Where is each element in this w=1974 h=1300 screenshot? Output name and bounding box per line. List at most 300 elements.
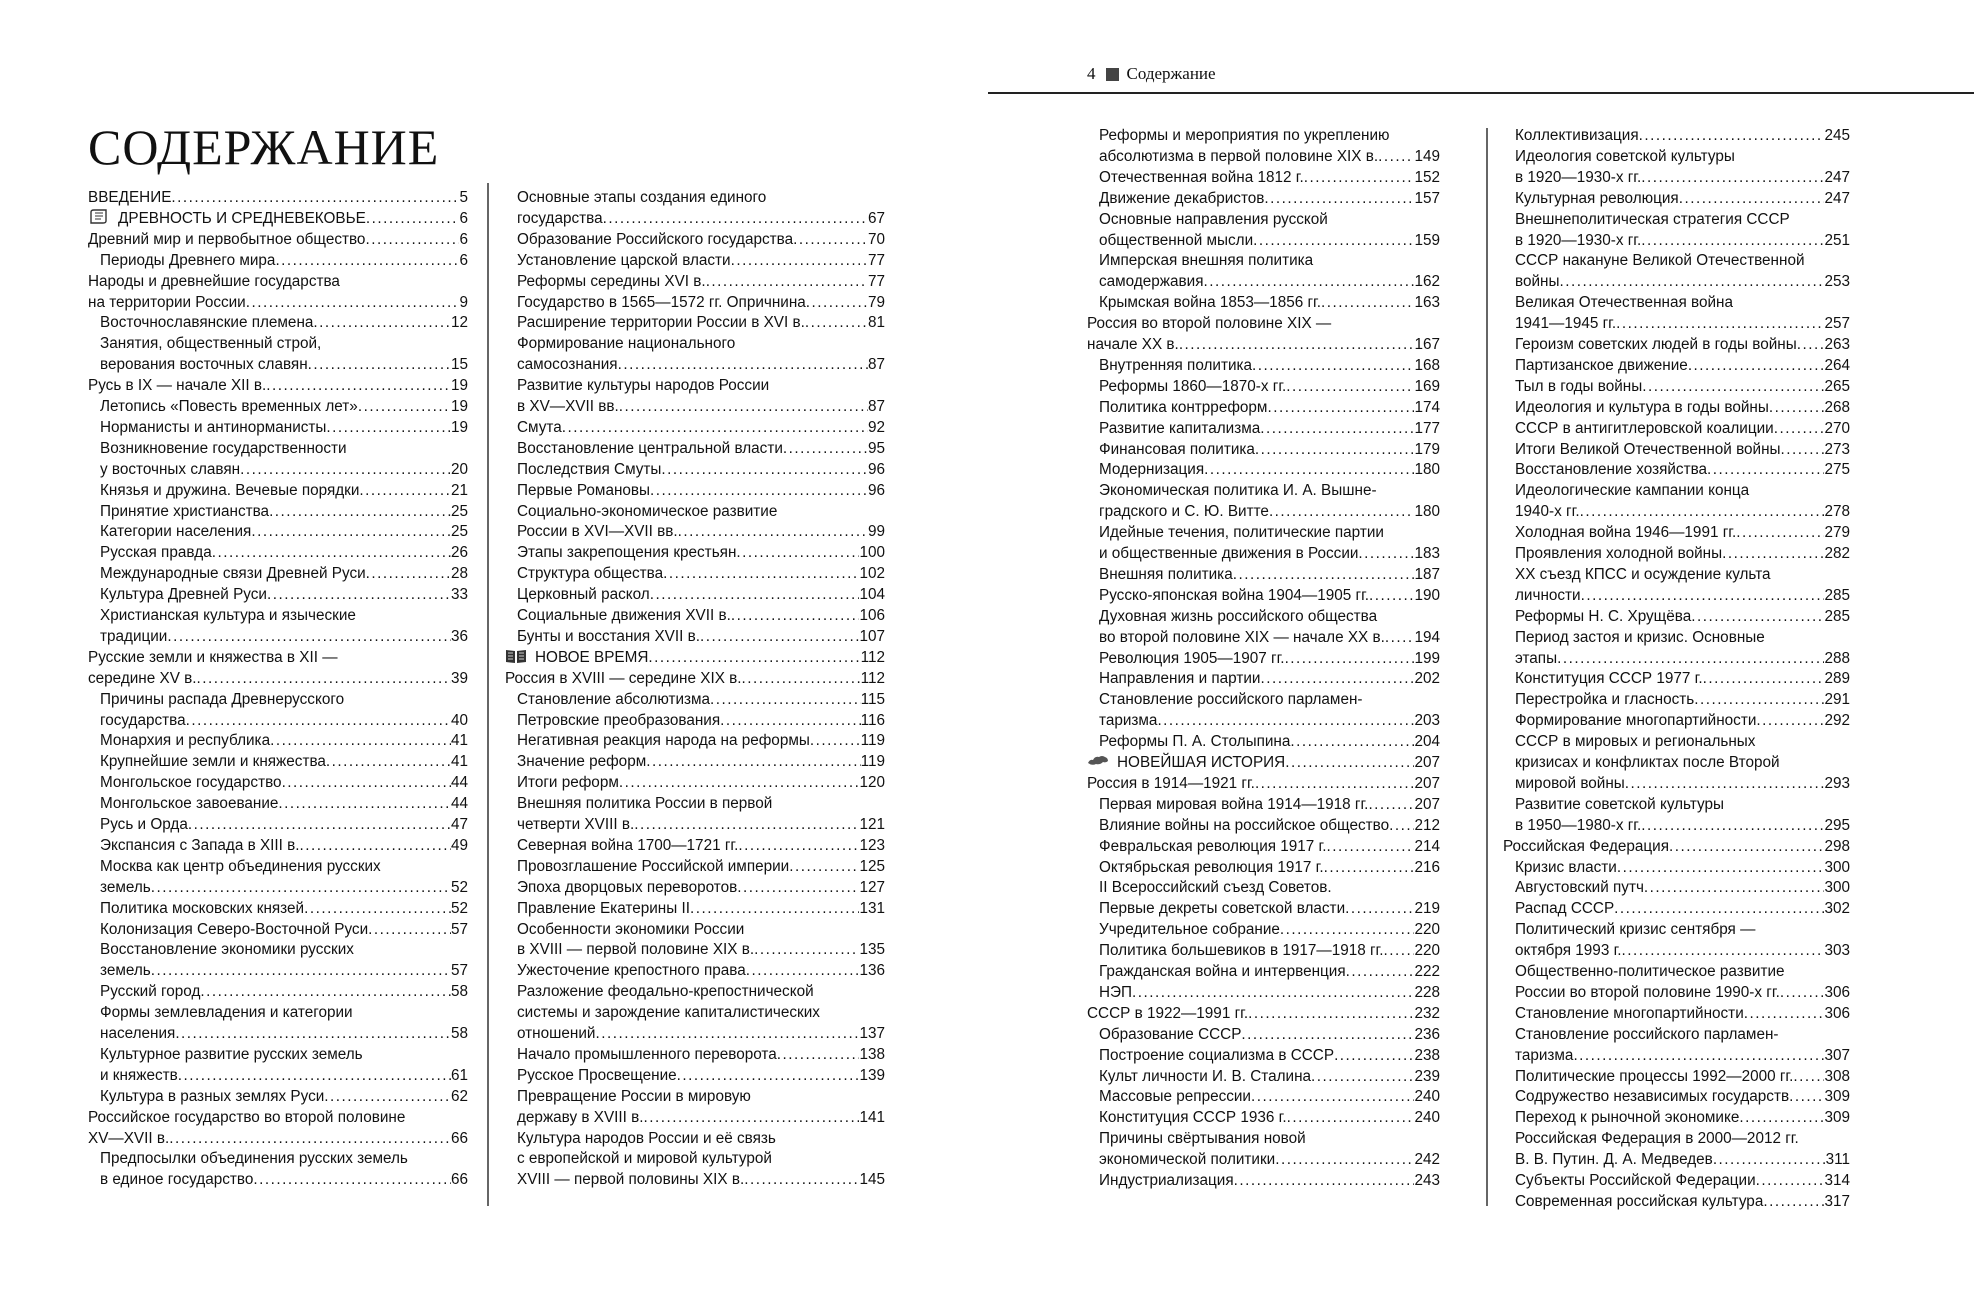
toc-entry[interactable] xyxy=(517,293,885,313)
toc-entry-title: на территории России xyxy=(88,293,246,311)
toc-entry[interactable] xyxy=(1099,356,1440,376)
toc-page-number: 41 xyxy=(450,753,468,771)
toc-entry[interactable] xyxy=(1515,460,1850,480)
toc-entry[interactable] xyxy=(517,1024,885,1044)
toc-entry-title: Норманисты и антинорманисты xyxy=(100,418,327,436)
dot-leader xyxy=(1617,858,1825,878)
toc-entry[interactable] xyxy=(1099,858,1440,878)
dot-leader xyxy=(706,272,868,292)
toc-entry-text: Возникновение государственности xyxy=(100,439,347,457)
toc-entry-title: Августовский путч xyxy=(1515,879,1644,897)
toc-entry-title: Внутренняя политика xyxy=(1099,356,1253,374)
toc-entry[interactable] xyxy=(1099,628,1440,648)
toc-entry[interactable] xyxy=(517,961,885,981)
toc-entry[interactable] xyxy=(1515,544,1850,564)
toc-entry[interactable] xyxy=(505,648,885,668)
toc-entry[interactable] xyxy=(1099,1150,1440,1170)
toc-entry-text: Причины распада Древнерусского xyxy=(100,690,345,708)
toc-entry[interactable] xyxy=(1515,523,1850,543)
toc-entry[interactable] xyxy=(1515,335,1850,355)
toc-entry[interactable] xyxy=(1515,502,1850,522)
toc-entry[interactable] xyxy=(517,857,885,877)
toc-entry[interactable] xyxy=(1099,398,1440,418)
toc-entry-title: земель xyxy=(100,962,151,980)
toc-entry[interactable] xyxy=(100,460,468,480)
toc-entry-title: Политика контрреформ xyxy=(1099,398,1268,416)
toc-entry-text: Период застоя и кризис. Основные xyxy=(1515,628,1765,646)
toc-entry[interactable] xyxy=(517,355,885,375)
dot-leader xyxy=(253,1170,451,1190)
toc-entry[interactable] xyxy=(517,1108,885,1128)
toc-entry[interactable] xyxy=(1099,440,1440,460)
toc-entry-title: НОВОЕ ВРЕМЯ xyxy=(535,648,649,666)
toc-entry-title: Периоды Древнего мира xyxy=(100,251,276,269)
toc-page-number: 300 xyxy=(1824,858,1850,876)
toc-entry[interactable] xyxy=(517,313,885,333)
toc-page-number: 81 xyxy=(867,314,885,332)
toc-entry[interactable] xyxy=(1515,816,1850,836)
dot-leader xyxy=(1324,858,1415,878)
toc-entry[interactable] xyxy=(1099,837,1440,857)
toc-entry[interactable] xyxy=(517,209,885,229)
dot-leader xyxy=(1385,628,1415,648)
toc-entry-title: Крымская война 1853—1856 гг. xyxy=(1099,294,1322,312)
toc-page-number: 96 xyxy=(867,481,885,499)
toc-entry[interactable] xyxy=(1515,440,1850,460)
toc-entry-text: Предпосылки объединения русских земель xyxy=(100,1150,408,1168)
toc-entry-title: Образование Российского государства xyxy=(517,230,794,248)
dot-leader xyxy=(736,543,859,563)
toc-page-number: 145 xyxy=(859,1171,885,1189)
toc-entry[interactable] xyxy=(1515,774,1850,794)
toc-entry[interactable] xyxy=(517,564,885,584)
dot-leader xyxy=(1255,774,1415,794)
toc-entry[interactable] xyxy=(1099,899,1440,919)
toc-entry-text: Внешняя политика России в первой xyxy=(517,795,773,813)
dot-leader xyxy=(1581,586,1825,606)
toc-entry[interactable] xyxy=(88,669,468,689)
toc-entry[interactable] xyxy=(1503,837,1850,857)
toc-entry[interactable] xyxy=(517,940,885,960)
toc-entry[interactable] xyxy=(1515,941,1850,961)
toc-entry-text: Формирование национального xyxy=(517,335,736,353)
toc-entry[interactable] xyxy=(1099,711,1440,731)
toc-page-number: 28 xyxy=(450,565,468,583)
dot-leader xyxy=(1614,899,1824,919)
dot-leader xyxy=(1345,899,1414,919)
toc-entry[interactable] xyxy=(1515,189,1850,209)
toc-entry[interactable] xyxy=(88,230,468,250)
toc-entry-title: во второй половине XIX — начале XX в. xyxy=(1099,628,1385,646)
toc-entry-text: XX съезд КПСС и осуждение культа xyxy=(1515,565,1771,583)
toc-entry[interactable] xyxy=(1515,607,1850,627)
toc-entry[interactable] xyxy=(1515,1087,1850,1107)
toc-entry-title: Формирование многопартийности xyxy=(1515,712,1757,730)
dot-leader xyxy=(789,857,859,877)
toc-page-number: 309 xyxy=(1824,1088,1850,1106)
toc-entry[interactable] xyxy=(517,251,885,271)
toc-entry[interactable] xyxy=(1099,1171,1440,1191)
toc-page-number: 62 xyxy=(450,1087,468,1105)
toc-page-number: 112 xyxy=(860,669,885,687)
toc-entry[interactable] xyxy=(100,543,468,563)
toc-entry[interactable] xyxy=(88,293,468,313)
toc-entry[interactable] xyxy=(100,627,468,647)
toc-entry[interactable] xyxy=(100,982,468,1002)
toc-entry[interactable] xyxy=(88,188,468,208)
toc-entry[interactable] xyxy=(88,209,468,229)
toc-entry-title: Политические процессы 1992—2000 гг. xyxy=(1515,1067,1794,1085)
dot-leader xyxy=(793,230,868,250)
toc-entry[interactable] xyxy=(1099,502,1440,522)
toc-entry[interactable] xyxy=(1099,732,1440,752)
dot-leader xyxy=(1287,1108,1415,1128)
toc-entry[interactable] xyxy=(1099,962,1440,982)
toc-entry[interactable] xyxy=(505,669,885,689)
toc-entry[interactable] xyxy=(1087,1004,1440,1024)
toc-entry[interactable] xyxy=(517,585,885,605)
dot-leader xyxy=(1774,419,1825,439)
toc-entry[interactable] xyxy=(100,711,468,731)
toc-entry[interactable] xyxy=(517,899,885,919)
toc-entry[interactable] xyxy=(1099,816,1440,836)
toc-entry[interactable] xyxy=(100,815,468,835)
toc-entry[interactable] xyxy=(1099,669,1440,689)
square-marker-icon xyxy=(1106,68,1119,81)
toc-page-number: 149 xyxy=(1414,147,1440,165)
toc-entry-text: Общественно-политическое развитие xyxy=(1515,963,1785,980)
toc-page-number: 311 xyxy=(1825,1151,1850,1169)
toc-entry-title: Реформы 1860—1870-х гг. xyxy=(1099,377,1287,395)
toc-entry[interactable] xyxy=(1515,398,1850,418)
dot-leader xyxy=(1679,189,1825,209)
toc-entry[interactable] xyxy=(100,773,468,793)
toc-entry[interactable] xyxy=(1099,419,1440,439)
toc-entry[interactable] xyxy=(1099,1108,1440,1128)
toc-entry-title: СССР в 1922—1991 гг. xyxy=(1087,1004,1249,1022)
toc-entry[interactable] xyxy=(1515,1108,1850,1128)
toc-entry[interactable] xyxy=(1515,669,1850,689)
toc-entry-title: НЭП xyxy=(1099,983,1133,1001)
toc-entry[interactable] xyxy=(100,481,468,501)
toc-entry-text: Культурное развитие русских земель xyxy=(100,1045,363,1063)
toc-page-number: 66 xyxy=(450,1171,468,1189)
dot-leader xyxy=(1622,941,1825,961)
toc-entry-title: НОВЕЙШАЯ ИСТОРИЯ xyxy=(1117,754,1286,771)
toc-page-number: 19 xyxy=(450,418,468,436)
dot-leader xyxy=(1368,795,1414,815)
toc-entry[interactable] xyxy=(1099,293,1440,313)
toc-entry-title: отношений xyxy=(517,1025,596,1042)
toc-entry[interactable] xyxy=(1099,941,1440,961)
toc-entry-title: Древний мир и первобытное общество xyxy=(88,230,366,248)
toc-page-number: 199 xyxy=(1414,649,1440,667)
toc-entry-title: Князья и дружина. Вечевые порядки xyxy=(100,481,360,499)
toc-entry[interactable] xyxy=(1515,1004,1850,1024)
toc-page-number: 268 xyxy=(1824,398,1850,416)
toc-entry-text: Внешнеполитическая стратегия СССР xyxy=(1515,210,1790,228)
toc-entry[interactable] xyxy=(100,920,468,940)
toc-entry[interactable] xyxy=(517,878,885,898)
toc-entry[interactable] xyxy=(1087,335,1440,355)
toc-entry-title: Восстановление хозяйства xyxy=(1515,461,1708,479)
toc-entry[interactable] xyxy=(1099,983,1440,1003)
toc-entry[interactable] xyxy=(517,1066,885,1086)
dot-leader xyxy=(646,752,860,772)
toc-entry-title: земель xyxy=(100,878,151,896)
toc-entry[interactable] xyxy=(100,564,468,584)
toc-page-number: 21 xyxy=(450,481,468,499)
toc-entry-title: ДРЕВНОСТЬ И СРЕДНЕВЕКОВЬЕ xyxy=(118,209,366,227)
toc-entry[interactable] xyxy=(517,418,885,438)
toc-page-number: 285 xyxy=(1824,586,1850,604)
toc-entry[interactable] xyxy=(1515,878,1850,898)
toc-entry-title: Финансовая политика xyxy=(1099,440,1255,458)
toc-entry[interactable] xyxy=(1515,983,1850,1003)
toc-entry[interactable] xyxy=(517,815,885,835)
toc-page-number: 187 xyxy=(1414,565,1440,583)
toc-entry-title: таризма xyxy=(1099,712,1158,730)
dot-leader xyxy=(700,627,859,647)
dot-leader xyxy=(359,481,451,501)
toc-entry-title: Русская правда xyxy=(100,544,212,562)
dot-leader xyxy=(365,230,459,250)
toc-entry[interactable] xyxy=(100,794,468,814)
toc-entry[interactable] xyxy=(100,313,468,333)
toc-entry[interactable] xyxy=(517,439,885,459)
toc-entry[interactable] xyxy=(1099,1046,1440,1066)
toc-entry-text: Россия во второй половине XIX — xyxy=(1087,315,1332,333)
toc-entry-text: Идеологические кампании конца xyxy=(1515,482,1750,500)
toc-entry-title: Модернизация xyxy=(1099,461,1205,479)
toc-entry[interactable] xyxy=(100,1066,468,1086)
toc-entry[interactable] xyxy=(517,606,885,626)
toc-entry[interactable] xyxy=(100,585,468,605)
toc-entry[interactable] xyxy=(100,752,468,772)
toc-page-number: 295 xyxy=(1824,816,1850,834)
toc-entry-title: Движение декабристов xyxy=(1099,189,1265,207)
toc-entry[interactable] xyxy=(1087,774,1440,794)
toc-entry[interactable] xyxy=(1515,899,1850,919)
toc-page-number: 49 xyxy=(450,836,468,854)
toc-entry[interactable] xyxy=(100,251,468,271)
toc-entry[interactable] xyxy=(100,397,468,417)
dot-leader xyxy=(326,752,451,772)
toc-entry[interactable] xyxy=(517,627,885,647)
toc-entry-title: Смута xyxy=(517,418,562,436)
toc-entry-text: Христианская культура и языческие xyxy=(100,607,356,624)
toc-page-number: 194 xyxy=(1414,628,1440,646)
toc-page-number: 152 xyxy=(1414,168,1440,186)
toc-entry-text: Российское государство во второй половине xyxy=(88,1108,406,1126)
toc-entry[interactable] xyxy=(1515,168,1850,188)
toc-entry[interactable] xyxy=(100,1087,468,1107)
dot-leader xyxy=(1688,356,1825,376)
toc-entry-text: Идеология советской культуры xyxy=(1515,147,1735,165)
toc-entry[interactable] xyxy=(88,376,468,396)
toc-entry-title: Конституция СССР 1977 г. xyxy=(1515,670,1703,688)
toc-entry[interactable] xyxy=(100,502,468,522)
toc-entry[interactable] xyxy=(1515,649,1850,669)
toc-page-number: 12 xyxy=(450,314,468,332)
dot-leader xyxy=(1669,837,1824,857)
toc-entry[interactable] xyxy=(1515,1150,1850,1170)
toc-entry[interactable] xyxy=(1515,690,1850,710)
toc-entry[interactable] xyxy=(517,230,885,250)
toc-entry[interactable] xyxy=(517,1170,885,1190)
dot-leader xyxy=(618,355,868,375)
toc-entry[interactable] xyxy=(1515,126,1850,146)
toc-entry[interactable] xyxy=(1515,1171,1850,1191)
toc-entry[interactable] xyxy=(1515,314,1850,334)
dot-leader xyxy=(1327,837,1415,857)
toc-entry-text: II Всероссийский съезд Советов. xyxy=(1099,879,1332,897)
toc-entry[interactable] xyxy=(1515,711,1850,731)
dot-leader xyxy=(266,376,451,396)
toc-page-number: 121 xyxy=(859,816,885,833)
toc-entry[interactable] xyxy=(1099,1067,1440,1087)
toc-entry[interactable] xyxy=(100,878,468,898)
dot-leader xyxy=(754,940,859,960)
dot-leader xyxy=(1311,1067,1414,1087)
dot-leader xyxy=(710,690,861,710)
toc-entry[interactable] xyxy=(517,690,885,710)
toc-entry-title: Итоги Великой Отечественной войны xyxy=(1515,440,1781,458)
toc-entry[interactable] xyxy=(1515,272,1850,292)
toc-entry[interactable] xyxy=(1515,1192,1850,1212)
toc-entry[interactable] xyxy=(517,460,885,480)
toc-entry[interactable] xyxy=(100,836,468,856)
toc-page-number: 40 xyxy=(450,711,468,729)
toc-entry[interactable] xyxy=(1515,1046,1850,1066)
toc-entry-title: XVIII — первой половины XIX в. xyxy=(517,1171,745,1189)
toc-entry-title: Холодная война 1946—1991 гг. xyxy=(1515,524,1737,542)
toc-page-number: 257 xyxy=(1824,315,1850,333)
toc-page-number: 190 xyxy=(1414,586,1440,604)
toc-entry-title: Летопись «Повесть временных лет» xyxy=(100,398,358,415)
toc-page-number: 291 xyxy=(1824,691,1850,709)
toc-page-number: 293 xyxy=(1824,774,1850,792)
toc-entry[interactable] xyxy=(1099,168,1440,188)
toc-entry[interactable] xyxy=(517,272,885,292)
toc-entry-title: Первые декреты советской власти xyxy=(1099,900,1346,918)
dot-leader xyxy=(1644,878,1825,898)
toc-entry[interactable] xyxy=(100,1024,468,1044)
toc-entry[interactable] xyxy=(100,355,468,375)
toc-entry[interactable] xyxy=(100,961,468,981)
toc-entry[interactable] xyxy=(517,731,885,751)
toc-entry[interactable] xyxy=(100,522,468,542)
toc-entry[interactable] xyxy=(1515,231,1850,251)
toc-entry-title: Направления и партии xyxy=(1099,670,1261,688)
toc-entry[interactable] xyxy=(1099,147,1440,167)
toc-entry[interactable] xyxy=(1515,1067,1850,1087)
toc-entry-title: абсолютизма в первой половине XIX в. xyxy=(1099,147,1379,165)
toc-entry[interactable] xyxy=(1099,586,1440,606)
toc-page-number: 220 xyxy=(1414,921,1440,939)
page-number: 4 xyxy=(1087,64,1096,83)
toc-entry[interactable] xyxy=(1515,377,1850,397)
toc-entry[interactable] xyxy=(517,836,885,856)
toc-entry[interactable] xyxy=(100,418,468,438)
toc-page-number: 5 xyxy=(459,189,468,206)
dot-leader xyxy=(661,460,868,480)
toc-page-number: 288 xyxy=(1824,649,1850,667)
toc-entry[interactable] xyxy=(1099,565,1440,585)
toc-entry[interactable] xyxy=(517,752,885,772)
toc-entry[interactable] xyxy=(88,1129,468,1149)
toc-entry[interactable] xyxy=(1099,377,1440,397)
toc-entry[interactable] xyxy=(1099,231,1440,251)
toc-entry[interactable] xyxy=(100,899,468,919)
toc-entry[interactable] xyxy=(1515,586,1850,606)
toc-entry[interactable] xyxy=(1099,460,1440,480)
toc-page-number: 77 xyxy=(867,251,885,269)
toc-entry-title: самодержавия xyxy=(1099,273,1204,291)
toc-page-number: 308 xyxy=(1824,1067,1850,1085)
toc-entry-title: России во второй половине 1990-х гг. xyxy=(1515,983,1780,1001)
toc-entry-title: Русский город xyxy=(100,983,201,1001)
toc-entry[interactable] xyxy=(1099,189,1440,209)
toc-entry[interactable] xyxy=(100,731,468,751)
dot-leader xyxy=(1260,669,1414,689)
toc-entry[interactable] xyxy=(517,1045,885,1065)
toc-entry[interactable] xyxy=(1099,920,1440,940)
toc-entry[interactable] xyxy=(1099,1025,1440,1045)
dot-leader xyxy=(270,731,451,751)
toc-entry-title: Категории населения xyxy=(100,523,252,541)
toc-entry[interactable] xyxy=(517,543,885,563)
toc-entry-text: Развитие советской культуры xyxy=(1515,795,1724,813)
toc-entry-title: в XV—XVII вв. xyxy=(517,398,619,415)
toc-entry-title: Культ личности И. В. Сталина xyxy=(1099,1067,1312,1085)
toc-entry[interactable] xyxy=(100,1170,468,1190)
toc-entry-title: Образование СССР xyxy=(1099,1025,1242,1043)
toc-entry-text: Политический кризис сентября — xyxy=(1515,921,1756,939)
dot-leader xyxy=(1248,1004,1414,1024)
toc-entry[interactable] xyxy=(1099,649,1440,669)
toc-entry-title: Содружество независимых государств xyxy=(1515,1088,1790,1106)
toc-entry[interactable] xyxy=(1099,544,1440,564)
toc-page-number: 104 xyxy=(859,586,885,604)
toc-entry[interactable] xyxy=(1099,1087,1440,1107)
toc-entry[interactable] xyxy=(517,711,885,731)
toc-entry-title: Российская Федерация xyxy=(1503,837,1669,855)
toc-page-number: 157 xyxy=(1414,189,1440,207)
toc-entry[interactable] xyxy=(1099,795,1440,815)
toc-entry[interactable] xyxy=(517,397,885,417)
toc-entry-title: Государство в 1565—1572 гг. Опричнина xyxy=(517,293,806,311)
toc-entry[interactable] xyxy=(517,481,885,501)
toc-entry[interactable] xyxy=(1515,356,1850,376)
toc-entry[interactable] xyxy=(517,522,885,542)
toc-page-number: 285 xyxy=(1824,607,1850,625)
toc-entry[interactable] xyxy=(1515,858,1850,878)
dot-leader xyxy=(1346,962,1415,982)
toc-entry-title: Восточнославянские племена xyxy=(100,314,314,332)
dot-leader xyxy=(188,815,451,835)
toc-entry-text: Культура народов России и её связь xyxy=(517,1129,776,1147)
toc-entry[interactable] xyxy=(1099,272,1440,292)
toc-entry-title: Бунты и восстания XVII в. xyxy=(517,627,701,645)
toc-entry[interactable] xyxy=(1087,753,1440,773)
toc-page-number: 240 xyxy=(1414,1088,1440,1106)
toc-page-number: 39 xyxy=(450,669,468,687)
toc-entry-title: В. В. Путин. Д. А. Медведев xyxy=(1515,1151,1713,1169)
dot-leader xyxy=(197,669,451,689)
toc-entry[interactable] xyxy=(1515,419,1850,439)
toc-entry[interactable] xyxy=(517,773,885,793)
